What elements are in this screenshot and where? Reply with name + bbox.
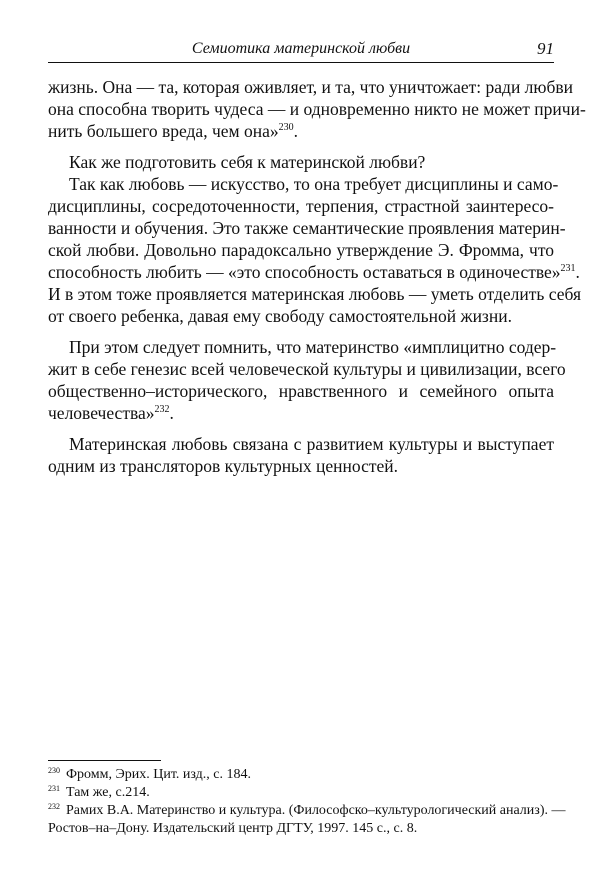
footnote-ref[interactable]: 232 xyxy=(154,404,170,415)
text-line: Как же подготовить себя к материнской любви? xyxy=(69,152,426,172)
footnote-ref[interactable]: 231 xyxy=(560,263,576,274)
paragraph-3 xyxy=(48,173,582,327)
footnote-232 xyxy=(48,802,566,820)
text-line-content: способность любить — «это способность оставаться в одиночестве» xyxy=(48,262,561,282)
paragraph-2 xyxy=(48,151,554,173)
running-title: Семиотика материнской любви xyxy=(191,40,411,57)
body-text xyxy=(48,76,586,477)
footnote-text: Там же, с.214. xyxy=(66,785,150,800)
text-line: способность любить — «это способность оставаться в одиночестве»$^{231}$. xyxy=(48,262,580,282)
footnote-divider xyxy=(48,760,161,761)
text-line-content: человечества» xyxy=(48,403,155,423)
footnote-text: Рамих В.А. Материнство и культура. (Философско–культурологический анализ). — xyxy=(66,803,566,818)
text-line: ской любви. Довольно парадоксально утверждение Э. Фромма, что xyxy=(48,240,554,260)
text-line: одним из трансляторов культурных ценностей. xyxy=(48,456,398,476)
running-header xyxy=(48,38,554,63)
footnote-232-continuation: Ростов–на–Дону. Издательский центр ДГТУ, 1997. 145 с., с. 8. xyxy=(48,821,418,836)
text-line: жизнь. Она — та, которая оживляет, и та, что уничтожает: ради любви xyxy=(48,77,574,97)
text-line: При этом следует помнить, что материнство «имплицитно содер- xyxy=(69,337,557,357)
text-line: нить большего вреда, чем она»$^{230}$. xyxy=(48,121,298,141)
text-line: она способна творить чудеса — и одновременно никто не может причи- xyxy=(48,99,586,119)
paragraph-5 xyxy=(48,433,554,477)
text-line: жит в себе генезис всей человеческой культуры и цивилизации, всего xyxy=(48,359,566,379)
footnotes xyxy=(48,766,566,838)
text-line: от своего ребенка, давая ему свободу самостоятельной жизни. xyxy=(48,306,512,326)
footnote-number: 231 xyxy=(48,784,60,793)
paragraph-4 xyxy=(48,336,566,424)
footnote-231 xyxy=(48,784,554,802)
footnote-number: 230 xyxy=(48,766,60,775)
footnote-ref[interactable]: 230 xyxy=(278,122,294,133)
footnote-230 xyxy=(48,766,554,784)
text-line: человечества»$^{232}$. xyxy=(48,403,174,423)
text-line: дисциплины, сосредоточенности, терпения, страстной заинтересо- xyxy=(48,196,554,216)
text-line: общественно–исторического, нравственного и семейного опыта xyxy=(48,381,554,401)
text-line: И в этом тоже проявляется материнская любовь — уметь отделить себя xyxy=(48,284,582,304)
footnote-number: 232 xyxy=(48,802,60,811)
footnote-text: Фромм, Эрих. Цит. изд., с. 184. xyxy=(66,767,252,782)
text-line: Материнская любовь связана с развитием культуры и выступает xyxy=(69,434,554,454)
text-line: Так как любовь — искусство, то она требует дисциплины и само- xyxy=(69,174,559,194)
text-line: ванности и обучения. Это также семантические проявления материн- xyxy=(48,218,566,238)
page-number: 91 xyxy=(537,39,554,58)
text-line-content: нить большего вреда, чем она» xyxy=(48,121,279,141)
paragraph-1 xyxy=(48,76,586,142)
